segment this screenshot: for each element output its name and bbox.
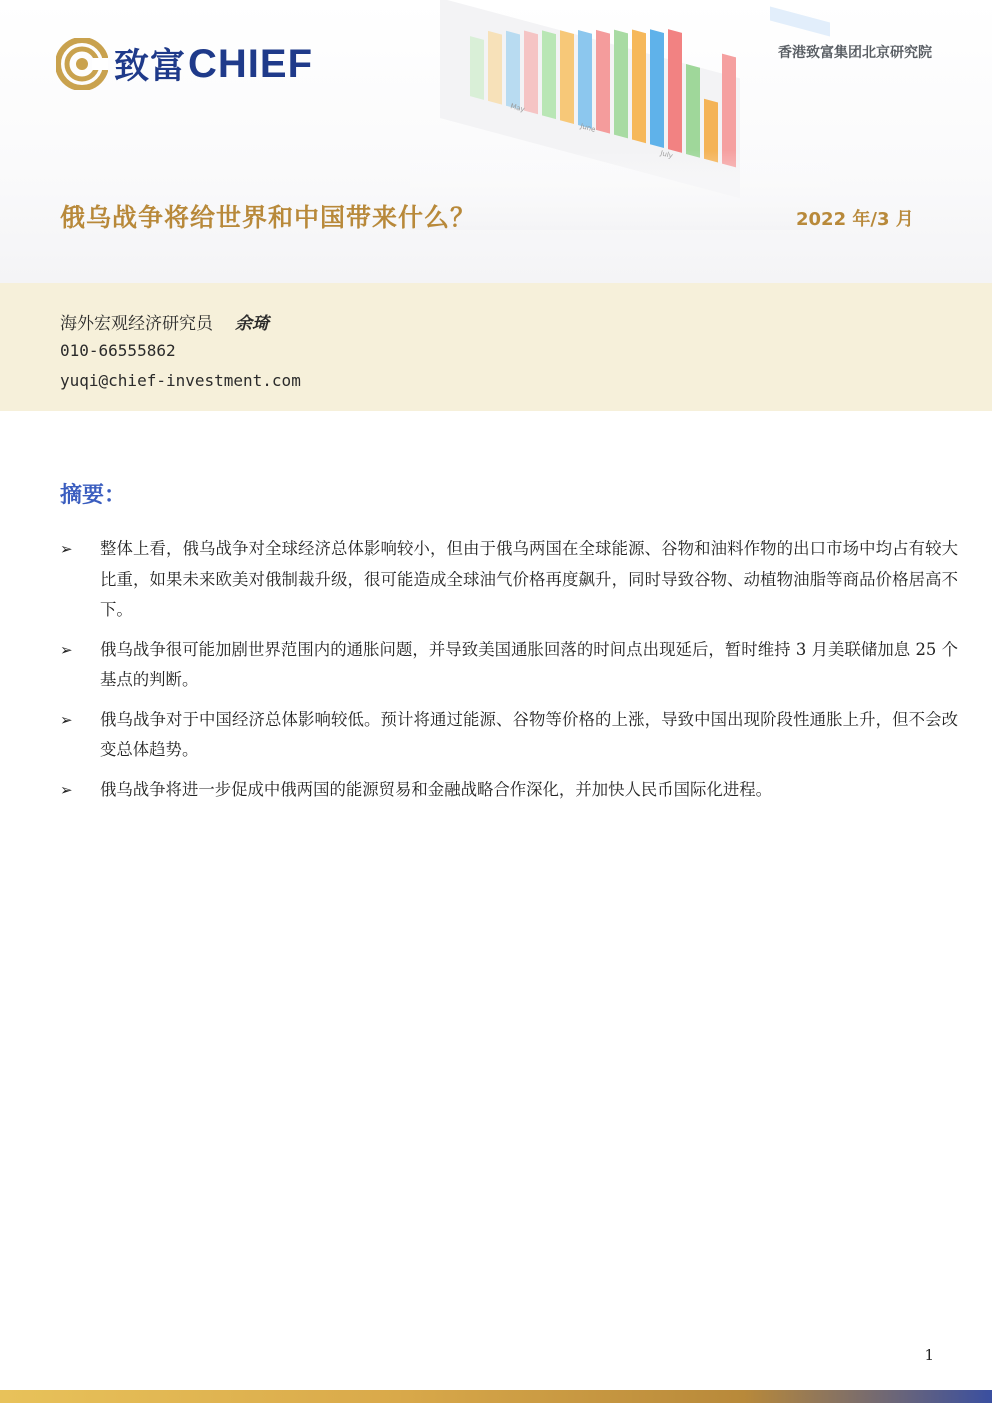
author-info-band [0, 283, 992, 411]
report-title: 俄乌战争将给世界和中国带来什么？ [60, 203, 477, 232]
company-logo [56, 37, 313, 91]
footer-color-bar [0, 1390, 992, 1403]
author-role: 海外宏观经济研究员 [60, 314, 213, 334]
author-role-line [60, 309, 269, 334]
abstract-item [60, 635, 958, 696]
art-label-june: June [579, 122, 597, 134]
decorative-bar-chart-image [410, 0, 830, 230]
bullet-arrow-icon: ➢ [60, 710, 73, 729]
bullet-arrow-icon: ➢ [60, 640, 73, 659]
bullet-arrow-icon: ➢ [60, 540, 73, 558]
abstract-item [60, 775, 958, 806]
author-phone: 010-66555862 [60, 341, 176, 360]
abstract-item [60, 534, 958, 626]
report-date: 2022 年/3 月 [796, 209, 914, 230]
logo-english-text: CHIEF [188, 41, 314, 86]
page-number: 1 [924, 1346, 934, 1364]
author-email: yuqi@chief-investment.com [60, 371, 301, 390]
bullet-arrow-icon: ➢ [60, 780, 73, 799]
institution-name: 香港致富集团北京研究院 [778, 45, 932, 61]
abstract-item-text: 俄乌战争将进一步促成中俄两国的能源贸易和金融战略合作深化，并加快人民币国际化进程。 [100, 779, 773, 799]
abstract-heading: 摘要： [60, 483, 127, 508]
abstract-list [60, 534, 958, 814]
abstract-item-text: 俄乌战争对于中国经济总体影响较低。预计将通过能源、谷物等价格的上涨，导致中国出现阶段性通胀上升，但不会改变总体趋势。 [100, 709, 958, 759]
abstract-item [60, 705, 958, 766]
art-label-may: May [509, 102, 526, 114]
abstract-item-text: 俄乌战争很可能加剧世界范围内的通胀问题，并导致美国通胀回落的时间点出现延后，暂时维持 3 月美联储加息 25 个基点的判断。 [100, 639, 958, 689]
abstract-item-text: 整体上看，俄乌战争对全球经济总体影响较小，但由于俄乌两国在全球能源、谷物和油料作物的出口市场中均占有较大比重，如果未来欧美对俄制裁升级，很可能造成全球油气价格再度飙升，同时导致谷物、动植物油脂等商品价格居高不下。 [100, 539, 958, 619]
logo-chinese-text: 致富 [114, 47, 187, 87]
author-name: 余琦 [235, 314, 269, 334]
cover-header [0, 0, 992, 283]
chief-logo-icon [56, 38, 108, 90]
